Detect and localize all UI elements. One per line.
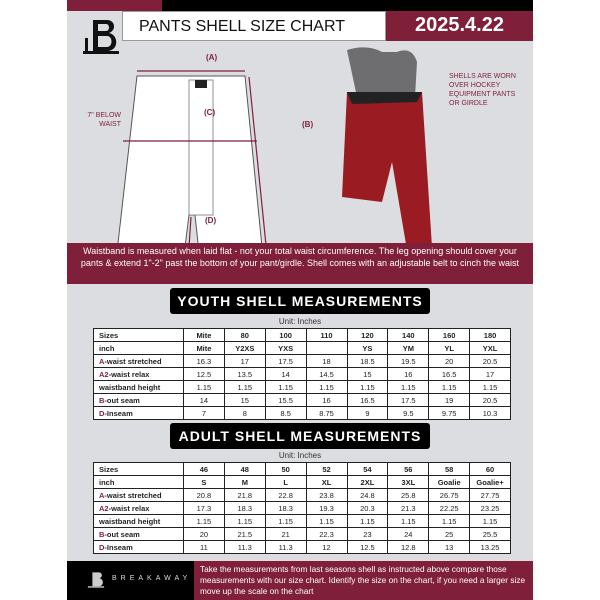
- table-cell: 17.5: [265, 355, 306, 368]
- row-header: waistband height: [94, 515, 184, 528]
- date-badge: 2025.4.22: [386, 11, 533, 41]
- table-cell: 17: [224, 355, 265, 368]
- table-cell: 9.5: [388, 407, 429, 420]
- below-waist-note: 7" BELOW WAIST: [87, 112, 121, 128]
- table-cell: YXS: [265, 342, 306, 355]
- table-cell: 15: [224, 394, 265, 407]
- table-cell: Goalie+: [470, 476, 511, 489]
- breakaway-logo-icon: [81, 16, 121, 58]
- table-cell: 48: [224, 463, 265, 476]
- table-row: [94, 515, 511, 528]
- measurement-code: A2: [99, 369, 109, 379]
- table-cell: YS: [347, 342, 388, 355]
- table-row: [94, 463, 511, 476]
- table-cell: 1.15: [184, 381, 225, 394]
- table-cell: 10.3: [470, 407, 511, 420]
- table-cell: XL: [306, 476, 347, 489]
- table-cell: 16.5: [429, 368, 470, 381]
- label-d: (D): [205, 216, 217, 225]
- table-cell: 180: [470, 329, 511, 342]
- table-cell: 2XL: [347, 476, 388, 489]
- table-cell: 21.5: [224, 528, 265, 541]
- table-cell: 27.75: [470, 489, 511, 502]
- table-cell: 1.15: [265, 515, 306, 528]
- table-cell: YM: [388, 342, 429, 355]
- table-cell: 8: [224, 407, 265, 420]
- measurement-code: A: [99, 356, 105, 366]
- table-cell: 3XL: [388, 476, 429, 489]
- table-row: [94, 368, 511, 381]
- label-b: (B): [302, 120, 314, 129]
- row-header: inch: [94, 476, 184, 489]
- table-cell: 1.15: [347, 515, 388, 528]
- table-cell: 17: [470, 368, 511, 381]
- measurement-code: A: [99, 490, 105, 500]
- table-cell: 12.5: [184, 368, 225, 381]
- table-cell: 17.3: [184, 502, 225, 515]
- table-cell: 1.15: [388, 515, 429, 528]
- top-bar-accent: [67, 0, 162, 11]
- table-cell: 1.15: [224, 515, 265, 528]
- table-cell: 8.75: [306, 407, 347, 420]
- youth-section-title: YOUTH SHELL MEASUREMENTS: [170, 288, 430, 314]
- table-cell: 60: [470, 463, 511, 476]
- table-cell: S: [184, 476, 225, 489]
- table-row: [94, 528, 511, 541]
- table-cell: 13.25: [470, 541, 511, 554]
- shells-worn-note: SHELLS ARE WORN OVER HOCKEY EQUIPMENT PANTS OR GIRDLE: [449, 73, 516, 107]
- table-cell: 20.5: [470, 394, 511, 407]
- table-cell: 21.3: [388, 502, 429, 515]
- table-cell: Goalie: [429, 476, 470, 489]
- table-cell: 9.75: [429, 407, 470, 420]
- shell-photo: [337, 42, 447, 257]
- table-cell: 14: [265, 368, 306, 381]
- row-header: Sizes: [94, 463, 184, 476]
- page-title: PANTS SHELL SIZE CHART: [122, 11, 386, 41]
- row-header: D-Inseam: [94, 407, 184, 420]
- table-cell: 140: [388, 329, 429, 342]
- table-cell: 20: [184, 528, 225, 541]
- table-cell: 14.5: [306, 368, 347, 381]
- table-cell: Y2XS: [224, 342, 265, 355]
- table-cell: 50: [265, 463, 306, 476]
- table-cell: 25: [429, 528, 470, 541]
- table-cell: 100: [265, 329, 306, 342]
- table-cell: 16.3: [184, 355, 225, 368]
- table-cell: 24.8: [347, 489, 388, 502]
- table-row: [94, 342, 511, 355]
- table-cell: 11.3: [265, 541, 306, 554]
- table-row: [94, 489, 511, 502]
- table-cell: 16: [306, 394, 347, 407]
- table-row: [94, 541, 511, 554]
- row-header: A2-waist relax: [94, 502, 184, 515]
- table-row: [94, 502, 511, 515]
- youth-unit-label: Unit: Inches: [278, 317, 322, 326]
- table-cell: 21: [265, 528, 306, 541]
- row-header: B-out seam: [94, 528, 184, 541]
- table-row: [94, 407, 511, 420]
- table-cell: 23: [347, 528, 388, 541]
- table-cell: 1.15: [429, 515, 470, 528]
- waistband-instructions: Waistband is measured when laid flat - not your total waist circumference. The leg opening should cover your pants & extend 1"-2" past the bottom of your pant/girdle. Shell comes with an adjustable belt to cinch the waist: [67, 243, 533, 284]
- table-cell: 1.15: [265, 381, 306, 394]
- table-cell: 21.8: [224, 489, 265, 502]
- table-cell: 19.5: [388, 355, 429, 368]
- row-header: A-waist stretched: [94, 489, 184, 502]
- table-cell: 20: [429, 355, 470, 368]
- table-cell: 15.5: [265, 394, 306, 407]
- footer-instructions: Take the measurements from last seasons shell as instructed above compare those measurements with our size chart. Identify the size on the chart, if you need a larger size move up the scale on the chart: [194, 561, 533, 600]
- table-cell: 20.3: [347, 502, 388, 515]
- table-cell: 12.5: [347, 541, 388, 554]
- table-cell: 19: [429, 394, 470, 407]
- row-header: inch: [94, 342, 184, 355]
- row-header: B-out seam: [94, 394, 184, 407]
- row-header: A-waist stretched: [94, 355, 184, 368]
- table-cell: 1.15: [470, 381, 511, 394]
- table-cell: 52: [306, 463, 347, 476]
- measurement-code: B: [99, 529, 105, 539]
- table-cell: Mite: [184, 342, 225, 355]
- table-cell: 22.25: [429, 502, 470, 515]
- table-cell: 1.15: [306, 381, 347, 394]
- table-cell: 13.5: [224, 368, 265, 381]
- table-cell: 25.5: [470, 528, 511, 541]
- table-cell: 24: [388, 528, 429, 541]
- breakaway-small-logo-icon: [87, 570, 105, 590]
- table-cell: 14: [184, 394, 225, 407]
- size-chart-page: [67, 0, 533, 600]
- table-cell: 54: [347, 463, 388, 476]
- table-cell: 26.75: [429, 489, 470, 502]
- table-cell: YXL: [470, 342, 511, 355]
- table-cell: 25.8: [388, 489, 429, 502]
- table-cell: 22.3: [306, 528, 347, 541]
- youth-size-table: [93, 328, 511, 420]
- table-cell: 22.8: [265, 489, 306, 502]
- table-cell: 11.3: [224, 541, 265, 554]
- table-cell: 18: [306, 355, 347, 368]
- measurement-code: B: [99, 395, 105, 405]
- table-row: [94, 476, 511, 489]
- table-cell: 16: [388, 368, 429, 381]
- table-cell: 80: [224, 329, 265, 342]
- row-header: A2-waist relax: [94, 368, 184, 381]
- table-cell: 46: [184, 463, 225, 476]
- label-c: (C): [204, 108, 216, 117]
- measurement-code: A2: [99, 503, 109, 513]
- table-cell: Mite: [184, 329, 225, 342]
- table-row: [94, 381, 511, 394]
- table-cell: 7: [184, 407, 225, 420]
- table-cell: 18.3: [224, 502, 265, 515]
- row-header: Sizes: [94, 329, 184, 342]
- table-cell: YL: [429, 342, 470, 355]
- table-cell: 13: [429, 541, 470, 554]
- table-cell: 18.5: [347, 355, 388, 368]
- table-row: [94, 394, 511, 407]
- table-cell: 20.5: [470, 355, 511, 368]
- table-cell: 1.15: [429, 381, 470, 394]
- row-header: D-Inseam: [94, 541, 184, 554]
- table-cell: 1.15: [347, 381, 388, 394]
- table-cell: 19.3: [306, 502, 347, 515]
- label-a: (A): [206, 53, 218, 62]
- adult-unit-label: Unit: Inches: [278, 451, 322, 460]
- adult-size-table: [93, 462, 511, 554]
- row-header: waistband height: [94, 381, 184, 394]
- table-cell: 15: [347, 368, 388, 381]
- table-cell: 110: [306, 329, 347, 342]
- pants-diagram: [107, 60, 277, 265]
- table-cell: L: [265, 476, 306, 489]
- table-cell: 120: [347, 329, 388, 342]
- table-cell: 20.8: [184, 489, 225, 502]
- measurement-code: D: [99, 408, 105, 418]
- table-cell: 16.5: [347, 394, 388, 407]
- table-cell: M: [224, 476, 265, 489]
- table-cell: 23.8: [306, 489, 347, 502]
- table-cell: 17.5: [388, 394, 429, 407]
- table-cell: [306, 342, 347, 355]
- table-cell: 56: [388, 463, 429, 476]
- adult-section-title: ADULT SHELL MEASUREMENTS: [170, 423, 430, 449]
- table-row: [94, 329, 511, 342]
- table-cell: 12.8: [388, 541, 429, 554]
- table-cell: 8.5: [265, 407, 306, 420]
- table-cell: 23.25: [470, 502, 511, 515]
- table-cell: 1.15: [306, 515, 347, 528]
- table-cell: 58: [429, 463, 470, 476]
- table-cell: 1.15: [224, 381, 265, 394]
- table-cell: 12: [306, 541, 347, 554]
- top-bar: [162, 0, 533, 11]
- table-cell: 11: [184, 541, 225, 554]
- table-row: [94, 355, 511, 368]
- measurement-code: D: [99, 542, 105, 552]
- brand-name: BREAKAWAY: [112, 575, 192, 582]
- table-cell: 1.15: [470, 515, 511, 528]
- table-cell: 1.15: [388, 381, 429, 394]
- table-cell: 9: [347, 407, 388, 420]
- table-cell: 1.15: [184, 515, 225, 528]
- table-cell: 160: [429, 329, 470, 342]
- table-cell: 18.3: [265, 502, 306, 515]
